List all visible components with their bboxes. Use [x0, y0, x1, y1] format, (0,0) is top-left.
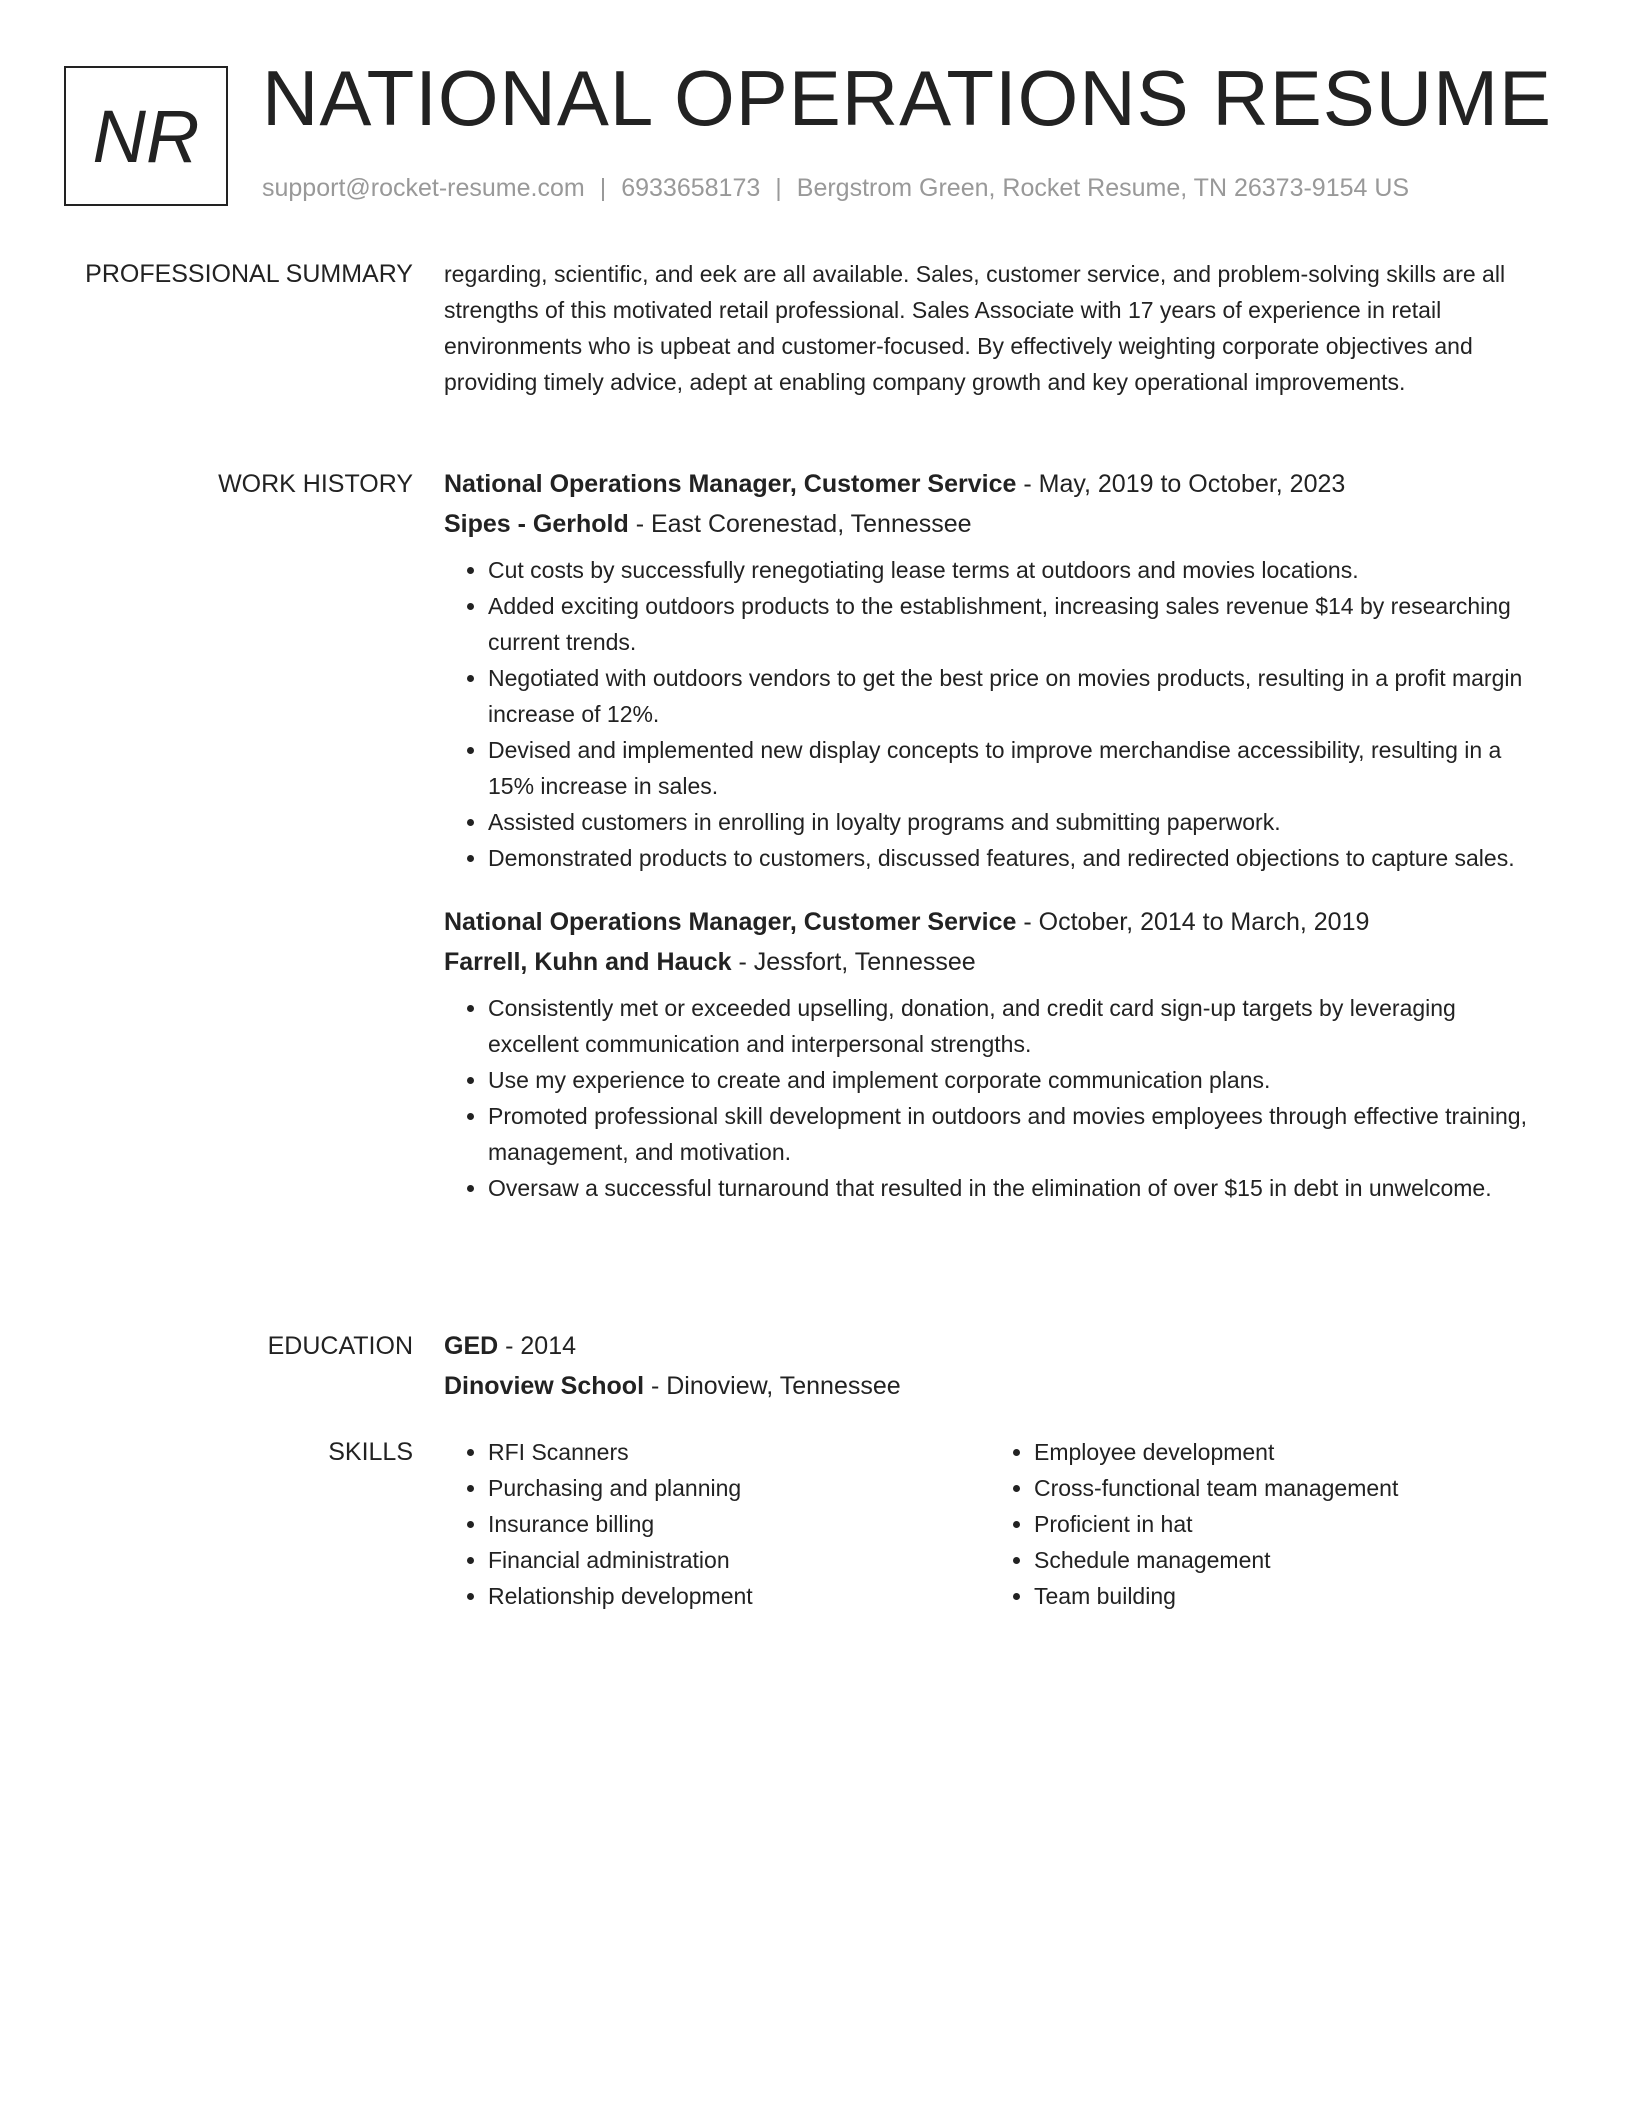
skills-body — [444, 1434, 1548, 1614]
education-year: - 2014 — [498, 1332, 577, 1360]
contact-separator: | — [599, 174, 607, 202]
job-bullet: • Oversaw a successful turnaround that resulted in the elimination of over $15 in debt in unwelcome. — [488, 1170, 1548, 1206]
job-position: National Operations Manager, Customer Service — [444, 470, 1017, 498]
job-dates: - May, 2019 to October, 2023 — [1016, 470, 1346, 498]
job-company-line — [444, 504, 1548, 544]
education-body — [444, 1326, 1548, 1406]
summary-body — [444, 256, 1548, 400]
skill-item: • Purchasing and planning — [488, 1470, 990, 1506]
address-text: Bergstrom Green, Rocket Resume, TN 26373-9154 US — [796, 174, 1410, 202]
job-entry — [444, 902, 1548, 1206]
section-title-summary: PROFESSIONAL SUMMARY — [85, 260, 413, 288]
skills-list-left — [444, 1434, 990, 1614]
job-bullet: • Demonstrated products to customers, discussed features, and redirected objections to capture sales. — [488, 840, 1548, 876]
education-degree: GED — [444, 1332, 499, 1360]
skill-item: • RFI Scanners — [488, 1434, 990, 1470]
skills-list-right — [990, 1434, 1536, 1614]
job-company: Farrell, Kuhn and Hauck — [444, 948, 732, 976]
skill-item: • Financial administration — [488, 1542, 990, 1578]
summary-text: regarding, scientific, and eek are all available. Sales, customer service, and problem-solving skills are all strengths of this motivated retail professional. Sales Associate with 17 years of experience in retail environments who is upbeat and customer-focused. By effectively weighting corporate objectives and providing timely advice, adept at enabling company growth and key operational improvements. — [444, 261, 1506, 395]
job-bullets — [444, 552, 1548, 876]
skill-item: • Employee development — [1034, 1434, 1536, 1470]
job-location: - East Corenestad, Tennessee — [628, 510, 972, 538]
skill-item: • Team building — [1034, 1578, 1536, 1614]
education-school: Dinoview School — [444, 1372, 645, 1400]
job-entry — [444, 464, 1548, 876]
job-title-line — [444, 902, 1548, 942]
email-text: support@rocket-resume.com — [262, 174, 585, 202]
skill-item: • Schedule management — [1034, 1542, 1536, 1578]
job-location: - Jessfort, Tennessee — [731, 948, 976, 976]
job-bullet: • Devised and implemented new display concepts to improve merchandise accessibility, resulting in a 15% increase in sales. — [488, 732, 1548, 804]
job-position: National Operations Manager, Customer Service — [444, 908, 1017, 936]
education-location: - Dinoview, Tennessee — [644, 1372, 901, 1400]
education-school-line — [444, 1366, 1548, 1406]
job-dates: - October, 2014 to March, 2019 — [1016, 908, 1370, 936]
resume-title: NATIONAL OPERATIONS RESUME — [262, 54, 1553, 142]
job-title-line — [444, 464, 1548, 504]
skill-item: • Relationship development — [488, 1578, 990, 1614]
monogram-logo: NR — [64, 66, 228, 206]
job-bullet: • Consistently met or exceeded upselling, donation, and credit card sign-up targets by leveraging excellent communication and interpersonal strengths. — [488, 990, 1548, 1062]
section-title-work: WORK HISTORY — [218, 470, 413, 498]
work-history-body — [444, 464, 1548, 1232]
skill-item: • Insurance billing — [488, 1506, 990, 1542]
education-degree-line — [444, 1326, 1548, 1366]
skill-item: • Proficient in hat — [1034, 1506, 1536, 1542]
section-title-skills: SKILLS — [328, 1438, 413, 1466]
job-bullet: • Use my experience to create and implement corporate communication plans. — [488, 1062, 1548, 1098]
skill-item: • Cross-functional team management — [1034, 1470, 1536, 1506]
job-bullet: • Cut costs by successfully renegotiating lease terms at outdoors and movies locations. — [488, 552, 1548, 588]
job-bullets — [444, 990, 1548, 1206]
section-title-education: EDUCATION — [267, 1332, 413, 1360]
job-company: Sipes - Gerhold — [444, 510, 629, 538]
job-bullet: • Assisted customers in enrolling in loyalty programs and submitting paperwork. — [488, 804, 1548, 840]
job-bullet: • Added exciting outdoors products to the establishment, increasing sales revenue $14 by researching current trends. — [488, 588, 1548, 660]
contact-separator: | — [775, 174, 782, 202]
job-bullet: • Negotiated with outdoors vendors to get the best price on movies products, resulting in a profit margin increase of 12%. — [488, 660, 1548, 732]
contact-line — [262, 174, 1409, 203]
job-company-line — [444, 942, 1548, 982]
phone-text: 6933658173 — [621, 174, 761, 202]
job-bullet: • Promoted professional skill development in outdoors and movies employees through effective training, management, and motivation. — [488, 1098, 1548, 1170]
